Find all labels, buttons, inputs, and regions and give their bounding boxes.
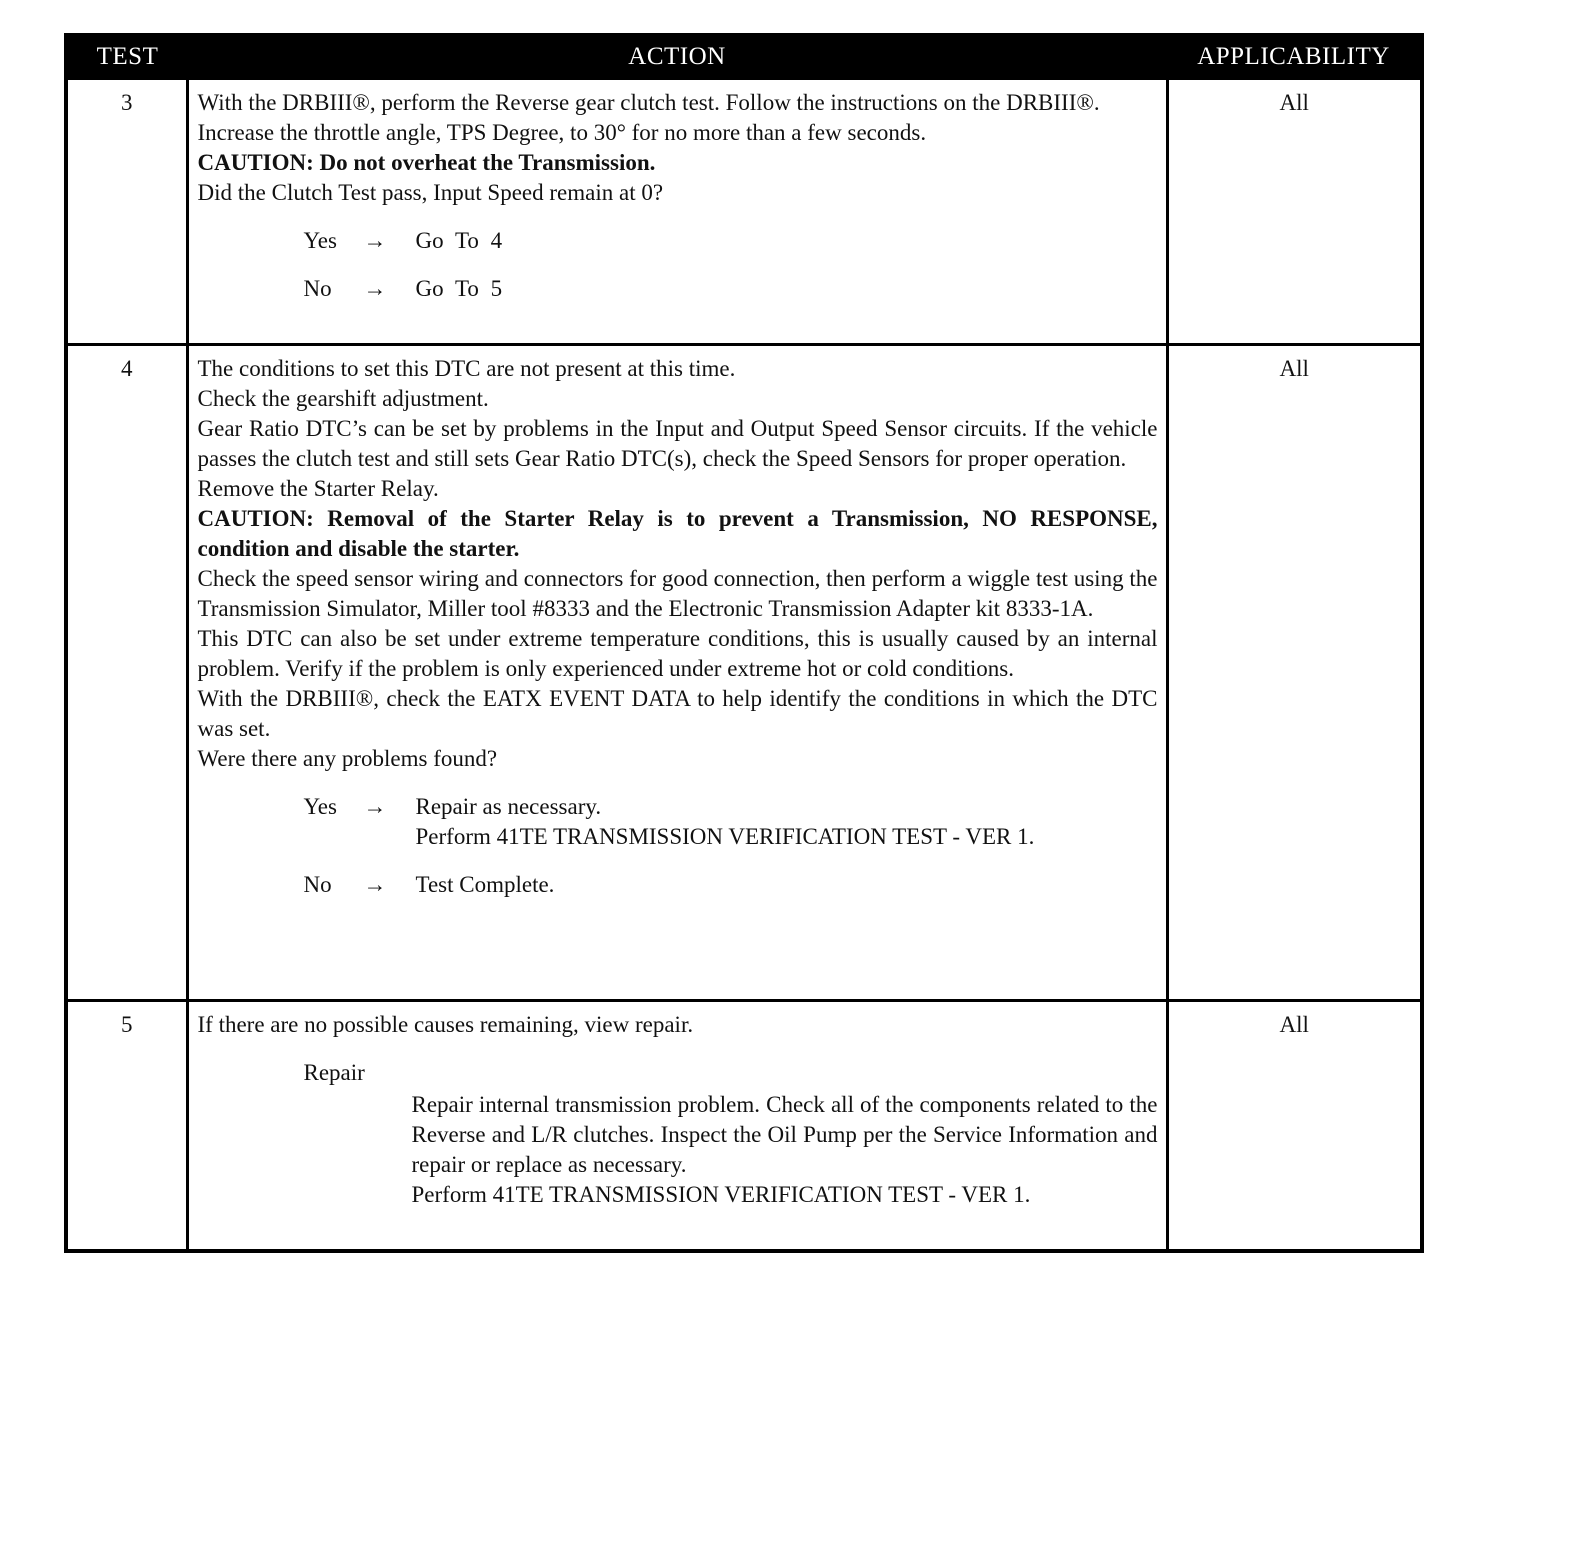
- arrow-right-icon: →: [363, 276, 387, 301]
- action-line: Check the speed sensor wiring and connectors for good connection, then perform a wiggle test using the Transmission Simulator, Miller tool #8333 and the Electronic Transmission Adapter kit 8333-1A.: [197, 566, 1158, 621]
- header-test: TEST: [66, 35, 187, 79]
- applicability-value: All: [1167, 1001, 1422, 1251]
- diagnostic-test-table: [64, 33, 1424, 1253]
- header-action: ACTION: [187, 35, 1167, 79]
- action-line: This DTC can also be set under extreme temperature conditions, this is usually caused by an internal problem. Verify if the problem is only experienced under extreme hot or cold conditions.: [197, 626, 1158, 681]
- diagnostic-test-table-wrapper: [64, 33, 1420, 1253]
- arrow-right-icon: →: [363, 228, 387, 253]
- applicability-value: All: [1167, 79, 1422, 345]
- table-row-test-4: [66, 345, 1422, 1001]
- question-text: Were there any problems found?: [197, 746, 498, 771]
- action-line: The conditions to set this DTC are not present at this time.: [197, 356, 736, 381]
- caution-text: CAUTION: Do not overheat the Transmission.: [197, 150, 656, 175]
- branch-label: No: [303, 872, 332, 897]
- branch-yes: [304, 226, 1158, 256]
- repair-perform-text: Perform 41TE TRANSMISSION VERIFICATION TEST - VER 1.: [411, 1182, 1031, 1207]
- arrow-right-icon: →: [363, 794, 387, 819]
- branch-destination: Go To 4: [415, 228, 503, 253]
- test-number: 3: [66, 79, 187, 345]
- table-row-test-3: [66, 79, 1422, 345]
- action-line: Gear Ratio DTC’s can be set by problems in the Input and Output Speed Sensor circuits. If the vehicle passes the clutch test and still sets Gear Ratio DTC(s), check the Speed Sensors for proper operation.: [197, 416, 1158, 471]
- branch-destination-line: Repair as necessary.: [415, 794, 602, 819]
- table-header-row: [66, 35, 1422, 79]
- action-line: Remove the Starter Relay.: [197, 476, 439, 501]
- branch-destination: Go To 5: [415, 276, 503, 301]
- action-cell: [187, 1001, 1167, 1251]
- arrow-right-icon: →: [363, 872, 387, 897]
- test-number: 4: [66, 345, 187, 1001]
- branch-label: Yes: [303, 228, 337, 253]
- repair-text: Repair internal transmission problem. Check all of the components related to the Reverse and L/R clutches. Inspect the Oil Pump per the Service Information and repair or replace as necessary.: [411, 1092, 1158, 1177]
- branch-no: [304, 870, 1158, 900]
- question-text: Did the Clutch Test pass, Input Speed remain at 0?: [197, 180, 664, 205]
- branch-label: Yes: [303, 794, 337, 819]
- action-cell: [187, 345, 1167, 1001]
- branch-yes: [304, 792, 1158, 852]
- action-line: With the DRBIII®, perform the Reverse gear clutch test. Follow the instructions on the DRBIII®.: [197, 90, 1100, 115]
- action-cell: [187, 79, 1167, 345]
- action-line: If there are no possible causes remaining, view repair.: [197, 1012, 694, 1037]
- table-row-test-5: [66, 1001, 1422, 1251]
- action-line: Increase the throttle angle, TPS Degree, to 30° for no more than a few seconds.: [197, 120, 927, 145]
- applicability-value: All: [1167, 345, 1422, 1001]
- repair-instructions: [412, 1090, 1158, 1210]
- test-number: 5: [66, 1001, 187, 1251]
- branch-label: No: [303, 276, 332, 301]
- branch-destination: [416, 792, 1158, 852]
- action-line: Check the gearshift adjustment.: [197, 386, 489, 411]
- branch-destination: Test Complete.: [415, 872, 555, 897]
- branch-no: [304, 274, 1158, 304]
- caution-text: CAUTION: Removal of the Starter Relay is to prevent a Transmission, NO RESPONSE, condition and disable the starter.: [197, 506, 1158, 561]
- repair-label: Repair: [303, 1060, 365, 1085]
- header-applicability: APPLICABILITY: [1167, 35, 1422, 79]
- branch-destination-line: Perform 41TE TRANSMISSION VERIFICATION TEST - VER 1.: [415, 824, 1035, 849]
- action-line: With the DRBIII®, check the EATX EVENT DATA to help identify the conditions in which the DTC was set.: [197, 686, 1158, 741]
